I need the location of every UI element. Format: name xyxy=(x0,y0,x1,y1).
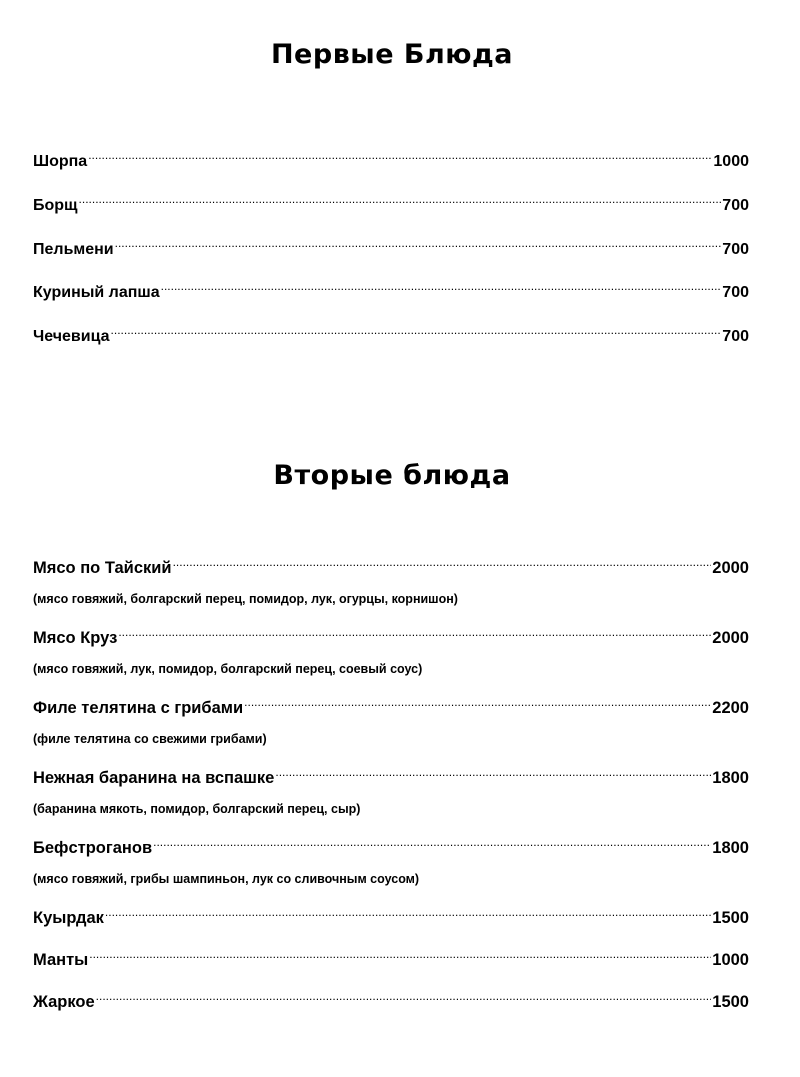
second-courses-list xyxy=(33,555,749,1031)
menu-item-price: 700 xyxy=(722,240,749,258)
dot-leader xyxy=(96,989,712,1007)
menu-item-price: 1500 xyxy=(712,993,749,1011)
menu-item-price: 2000 xyxy=(712,629,749,647)
menu-item-price: 1800 xyxy=(712,839,749,857)
menu-item xyxy=(33,989,749,1013)
menu-item-price: 1500 xyxy=(712,909,749,927)
menu-item-name: Мясо по Тайский xyxy=(33,559,172,577)
dish-entry xyxy=(33,835,749,888)
menu-item-name: Чечевица xyxy=(33,328,110,345)
menu-item-name: Куриный лапша xyxy=(33,284,160,302)
menu-item xyxy=(33,695,749,719)
dish-entry xyxy=(33,989,749,1013)
menu-item xyxy=(33,279,749,304)
menu-item-price: 700 xyxy=(722,284,749,302)
dot-leader xyxy=(88,148,712,166)
menu-item xyxy=(33,905,749,929)
menu-item-name: Нежная баранина на вспашке xyxy=(33,769,275,787)
menu-item-price: 2000 xyxy=(712,559,749,577)
menu-item xyxy=(33,625,749,649)
menu-item-name: Бефстроганов xyxy=(33,839,153,857)
dish-entry xyxy=(33,555,749,608)
menu-item xyxy=(33,192,749,217)
section-title-first-courses: Первые Блюда xyxy=(270,39,514,70)
dish-entry xyxy=(33,765,749,818)
menu-item-price: 1000 xyxy=(712,951,749,969)
menu-item-description: (филе телятина со свежими грибами) xyxy=(33,732,267,746)
menu-item xyxy=(33,236,749,261)
dish-entry xyxy=(33,947,749,971)
menu-item-price: 700 xyxy=(722,328,749,345)
dot-leader xyxy=(161,279,722,297)
dot-leader xyxy=(244,695,711,713)
section-title-second-courses: Вторые блюда xyxy=(273,460,511,491)
menu-item-name: Пельмени xyxy=(33,240,114,258)
dot-leader xyxy=(118,625,711,643)
menu-item xyxy=(33,555,749,579)
menu-item xyxy=(33,947,749,971)
menu-item-name: Жаркое xyxy=(33,993,95,1011)
dot-leader xyxy=(115,236,722,254)
menu-item-price: 1000 xyxy=(713,153,749,170)
menu-item xyxy=(33,835,749,859)
dish-entry xyxy=(33,905,749,929)
menu-item-description: (мясо говяжий, болгарский перец, помидор, лук, огурцы, корнишон) xyxy=(33,592,458,606)
menu-item-name: Филе телятина с грибами xyxy=(33,699,244,717)
first-courses-list xyxy=(33,148,749,367)
dot-leader xyxy=(173,555,712,573)
dot-leader xyxy=(105,905,711,923)
menu-item-price: 700 xyxy=(722,196,749,214)
menu-item xyxy=(33,765,749,789)
menu-item-name: Борщ xyxy=(33,196,78,214)
menu-item-price: 1800 xyxy=(712,769,749,787)
dot-leader xyxy=(153,835,711,853)
menu-item xyxy=(33,323,749,348)
dish-entry xyxy=(33,695,749,748)
dot-leader xyxy=(111,323,722,341)
menu-item-description: (мясо говяжий, грибы шампиньон, лук со сливочным соусом) xyxy=(33,872,420,886)
menu-item-description: (баранина мякоть, помидор, болгарский перец, сыр) xyxy=(33,802,361,816)
menu-item-price: 2200 xyxy=(712,699,749,717)
dish-entry xyxy=(33,625,749,678)
dot-leader xyxy=(89,947,711,965)
menu-item-name: Шорпа xyxy=(33,153,88,170)
menu-item-name: Куырдак xyxy=(33,909,104,927)
menu-item-name: Мясо Круз xyxy=(33,629,118,647)
dot-leader xyxy=(275,765,711,783)
menu-item-description: (мясо говяжий, лук, помидор, болгарский перец, соевый соус) xyxy=(33,662,423,676)
menu-item xyxy=(33,148,749,173)
menu-item-name: Манты xyxy=(33,951,89,969)
dot-leader xyxy=(79,192,722,210)
